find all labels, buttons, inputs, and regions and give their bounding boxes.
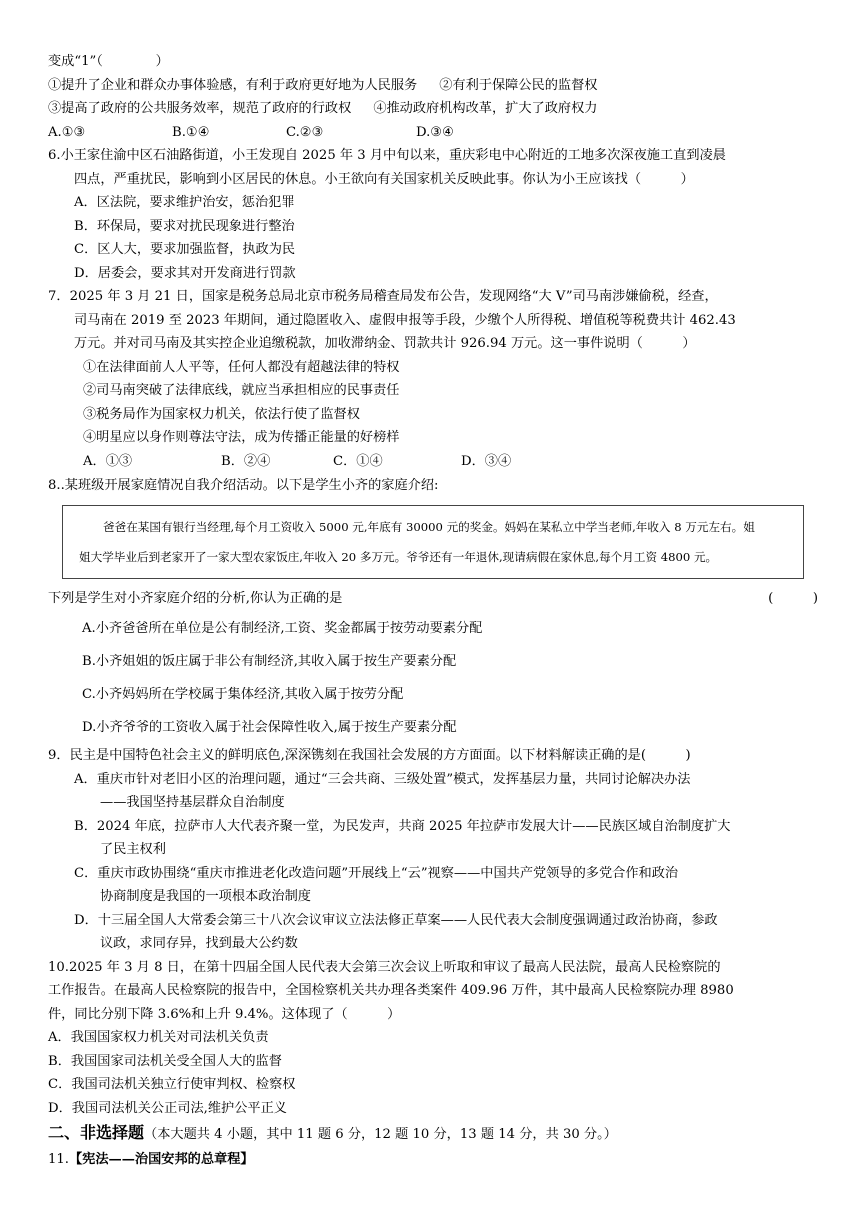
q8-material-line2: 姐大学毕业后到老家开了一家大型农家饭庄,年收入 20 多万元。爷爷还有一年退休,现请病假在家休息,每个月工资 4800 元。: [79, 550, 718, 564]
q10-stem-line1: 10.2025 年 3 月 8 日，在第十四届全国人民代表大会第三次会议上听取和审议了最高人民法院，最高人民检察院的: [48, 959, 721, 975]
q8-choice-c[interactable]: C.小齐妈妈所在学校属于集体经济,其收入属于按劳分配: [82, 687, 404, 702]
section-note: （本大题共 4 小题，其中 11 题 6 分，12 题 10 分，13 题 14 分，共 30 分。）: [144, 1127, 617, 1142]
section-title: 二、非选择题: [48, 1123, 145, 1142]
q6-stem-line1: 6.小王家住渝中区石油路街道，小王发现自 2025 年 3 月中旬以来，重庆彩电中心附近的工地多次深夜施工直到凌晨: [48, 148, 726, 163]
q7-choice-b[interactable]: B．②④: [221, 453, 271, 469]
q9-choice-b-line2: 了民主权利: [100, 842, 166, 857]
q10-stem-line2: 工作报告。在最高人民检察院的报告中，全国检察机关共办理各类案件 409.96 万件，其中最高人民检察院办理 8980: [48, 983, 734, 998]
q5-statement-2: ②有利于保障公民的监督权: [439, 77, 598, 93]
q11-heading: [48, 1148, 818, 1172]
q7-choice-d[interactable]: D．③④: [461, 453, 512, 469]
q9-choice-b[interactable]: [48, 815, 818, 862]
q9-choice-c[interactable]: [48, 862, 818, 909]
exam-page: [48, 50, 818, 1172]
q5-choice-b[interactable]: B.①④: [172, 124, 210, 140]
q6-choice-a[interactable]: A．区法院，要求维护治安，惩治犯罪: [74, 195, 295, 210]
q10-choice-a[interactable]: A．我国国家权力机关对司法机关负责: [48, 1030, 269, 1045]
q5-choice-d[interactable]: D.③④: [416, 124, 454, 140]
q7-statement-4: ④明星应以身作则尊法守法，成为传播正能量的好榜样: [83, 430, 400, 445]
q7-statement-3: ③税务局作为国家权力机关，依法行使了监督权: [83, 406, 360, 422]
q8-answer-paren[interactable]: ( ): [768, 591, 818, 606]
q11-title: 【宪法——治国安邦的总章程】: [68, 1152, 254, 1167]
q9-choice-d-line2: 议政，求同存异，找到最大公约数: [100, 936, 298, 951]
q9-choice-c-line2: 协商制度是我国的一项根本政治制度: [100, 889, 311, 904]
q8-stem: 8..某班级开展家庭情况自我介绍活动。以下是学生小齐的家庭介绍:: [48, 478, 439, 493]
q9-choice-a[interactable]: [48, 768, 818, 815]
q8-choice-d[interactable]: D.小齐爷爷的工资收入属于社会保障性收入,属于按生产要素分配: [82, 720, 457, 735]
q8-material-line1: 爸爸在某国有银行当经理,每个月工资收入 5000 元,年底有 30000 元的奖金。妈妈在某私立中学当老师,年收入 8 万元左右。姐: [103, 520, 755, 534]
q10-choice-b[interactable]: B．我国国家司法机关受全国人大的监督: [48, 1053, 282, 1069]
q7-choice-c[interactable]: C．①④: [333, 453, 383, 469]
q10-stem-line3: 件，同比分别下降 3.6%和上升 9.4%。这体现了（ ）: [48, 1006, 401, 1022]
q9-choice-a-line2: ——我国坚持基层群众自治制度: [100, 795, 285, 810]
q7-stem-line2: 司马南在 2019 至 2023 年期间，通过隐匿收入、虚假申报等手段，少缴个人所得税、增值税等税费共计 462.43: [74, 312, 736, 328]
section-heading: [48, 1120, 818, 1148]
q5-choices: [48, 121, 818, 145]
q5-statement-1: ①提升了企业和群众办事体验感，有利于政府更好地为人民服务: [48, 77, 418, 93]
q9-choice-d-line1: D．十三届全国人大常委会第三十八次会议审议立法法修正草案——人民代表大会制度强调通过政治协商，参政: [74, 912, 718, 928]
q8-choice-a[interactable]: A.小齐爸爸所在单位是公有制经济,工资、奖金都属于按劳动要素分配: [82, 621, 483, 636]
q8-question: 下列是学生对小齐家庭介绍的分析,你认为正确的是: [48, 591, 343, 606]
q8-question-row: [48, 585, 818, 612]
q9-choice-b-line1: B．2024 年底，拉萨市人大代表齐聚一堂，为民发声，共商 2025 年拉萨市发展大计——民族区域自治制度扩大: [74, 818, 731, 834]
q5-choice-a[interactable]: A.①③: [48, 124, 86, 140]
q5-statements-row1: [48, 74, 818, 98]
q6-choice-b[interactable]: B．环保局，要求对扰民现象进行整治: [74, 218, 295, 234]
q11-number: 11.: [48, 1152, 69, 1167]
q7-statement-2: ②司马南突破了法律底线，就应当承担相应的民事责任: [83, 383, 400, 398]
q8-material-box: [62, 505, 804, 579]
q5-statement-3: ③提高了政府的公共服务效率，规范了政府的行政权: [48, 101, 352, 116]
q6-choice-d[interactable]: D．居委会，要求其对开发商进行罚款: [74, 265, 296, 281]
q9-stem: 9．民主是中国特色社会主义的鲜明底色,深深镌刻在我国社会发展的方方面面。以下材料解读正确的是( ): [48, 748, 691, 763]
q5-choice-c[interactable]: C.②③: [286, 124, 324, 140]
q10-choice-c[interactable]: C．我国司法机关独立行使审判权、检察权: [48, 1077, 296, 1092]
q9-choice-d[interactable]: [48, 909, 818, 956]
q5-statements-row2: [48, 97, 818, 121]
q6-choice-c[interactable]: C．区人大，要求加强监督，执政为民: [74, 242, 296, 257]
q7-choice-a[interactable]: A．①③: [83, 453, 133, 469]
q10-choice-d[interactable]: D．我国司法机关公正司法,维护公平正义: [48, 1100, 287, 1116]
q8-choice-b[interactable]: B.小齐姐姐的饭庄属于非公有制经济,其收入属于按生产要素分配: [82, 654, 457, 669]
q6-stem-line2: 四点，严重扰民，影响到小区居民的休息。小王欲向有关国家机关反映此事。你认为小王应该找（ ）: [74, 171, 694, 187]
q5-stem-tail: 变成“1”（ ）: [48, 54, 169, 69]
q7-statement-1: ①在法律面前人人平等，任何人都没有超越法律的特权: [83, 359, 400, 375]
q9-choice-a-line1: A．重庆市针对老旧小区的治理问题，通过“三会共商、三级处置”模式，发挥基层力量，共同讨论解决办法: [74, 771, 691, 787]
q9-choice-c-line1: C．重庆市政协围绕“重庆市推进老化改造问题”开展线上“云”视察——中国共产党领导的多党合作和政治: [74, 865, 679, 881]
q7-choices: [48, 450, 818, 474]
q7-stem-line1: 7．2025 年 3 月 21 日，国家是税务总局北京市税务局稽查局发布公告，发现网络“大 V”司马南涉嫌偷税，经查，: [48, 289, 718, 304]
q5-statement-4: ④推动政府机构改革，扩大了政府权力: [373, 101, 598, 116]
q7-stem-line3: 万元。并对司马南及其实控企业追缴税款，加收滞纳金、罚款共计 926.94 万元。这一事件说明（ ）: [74, 336, 696, 351]
